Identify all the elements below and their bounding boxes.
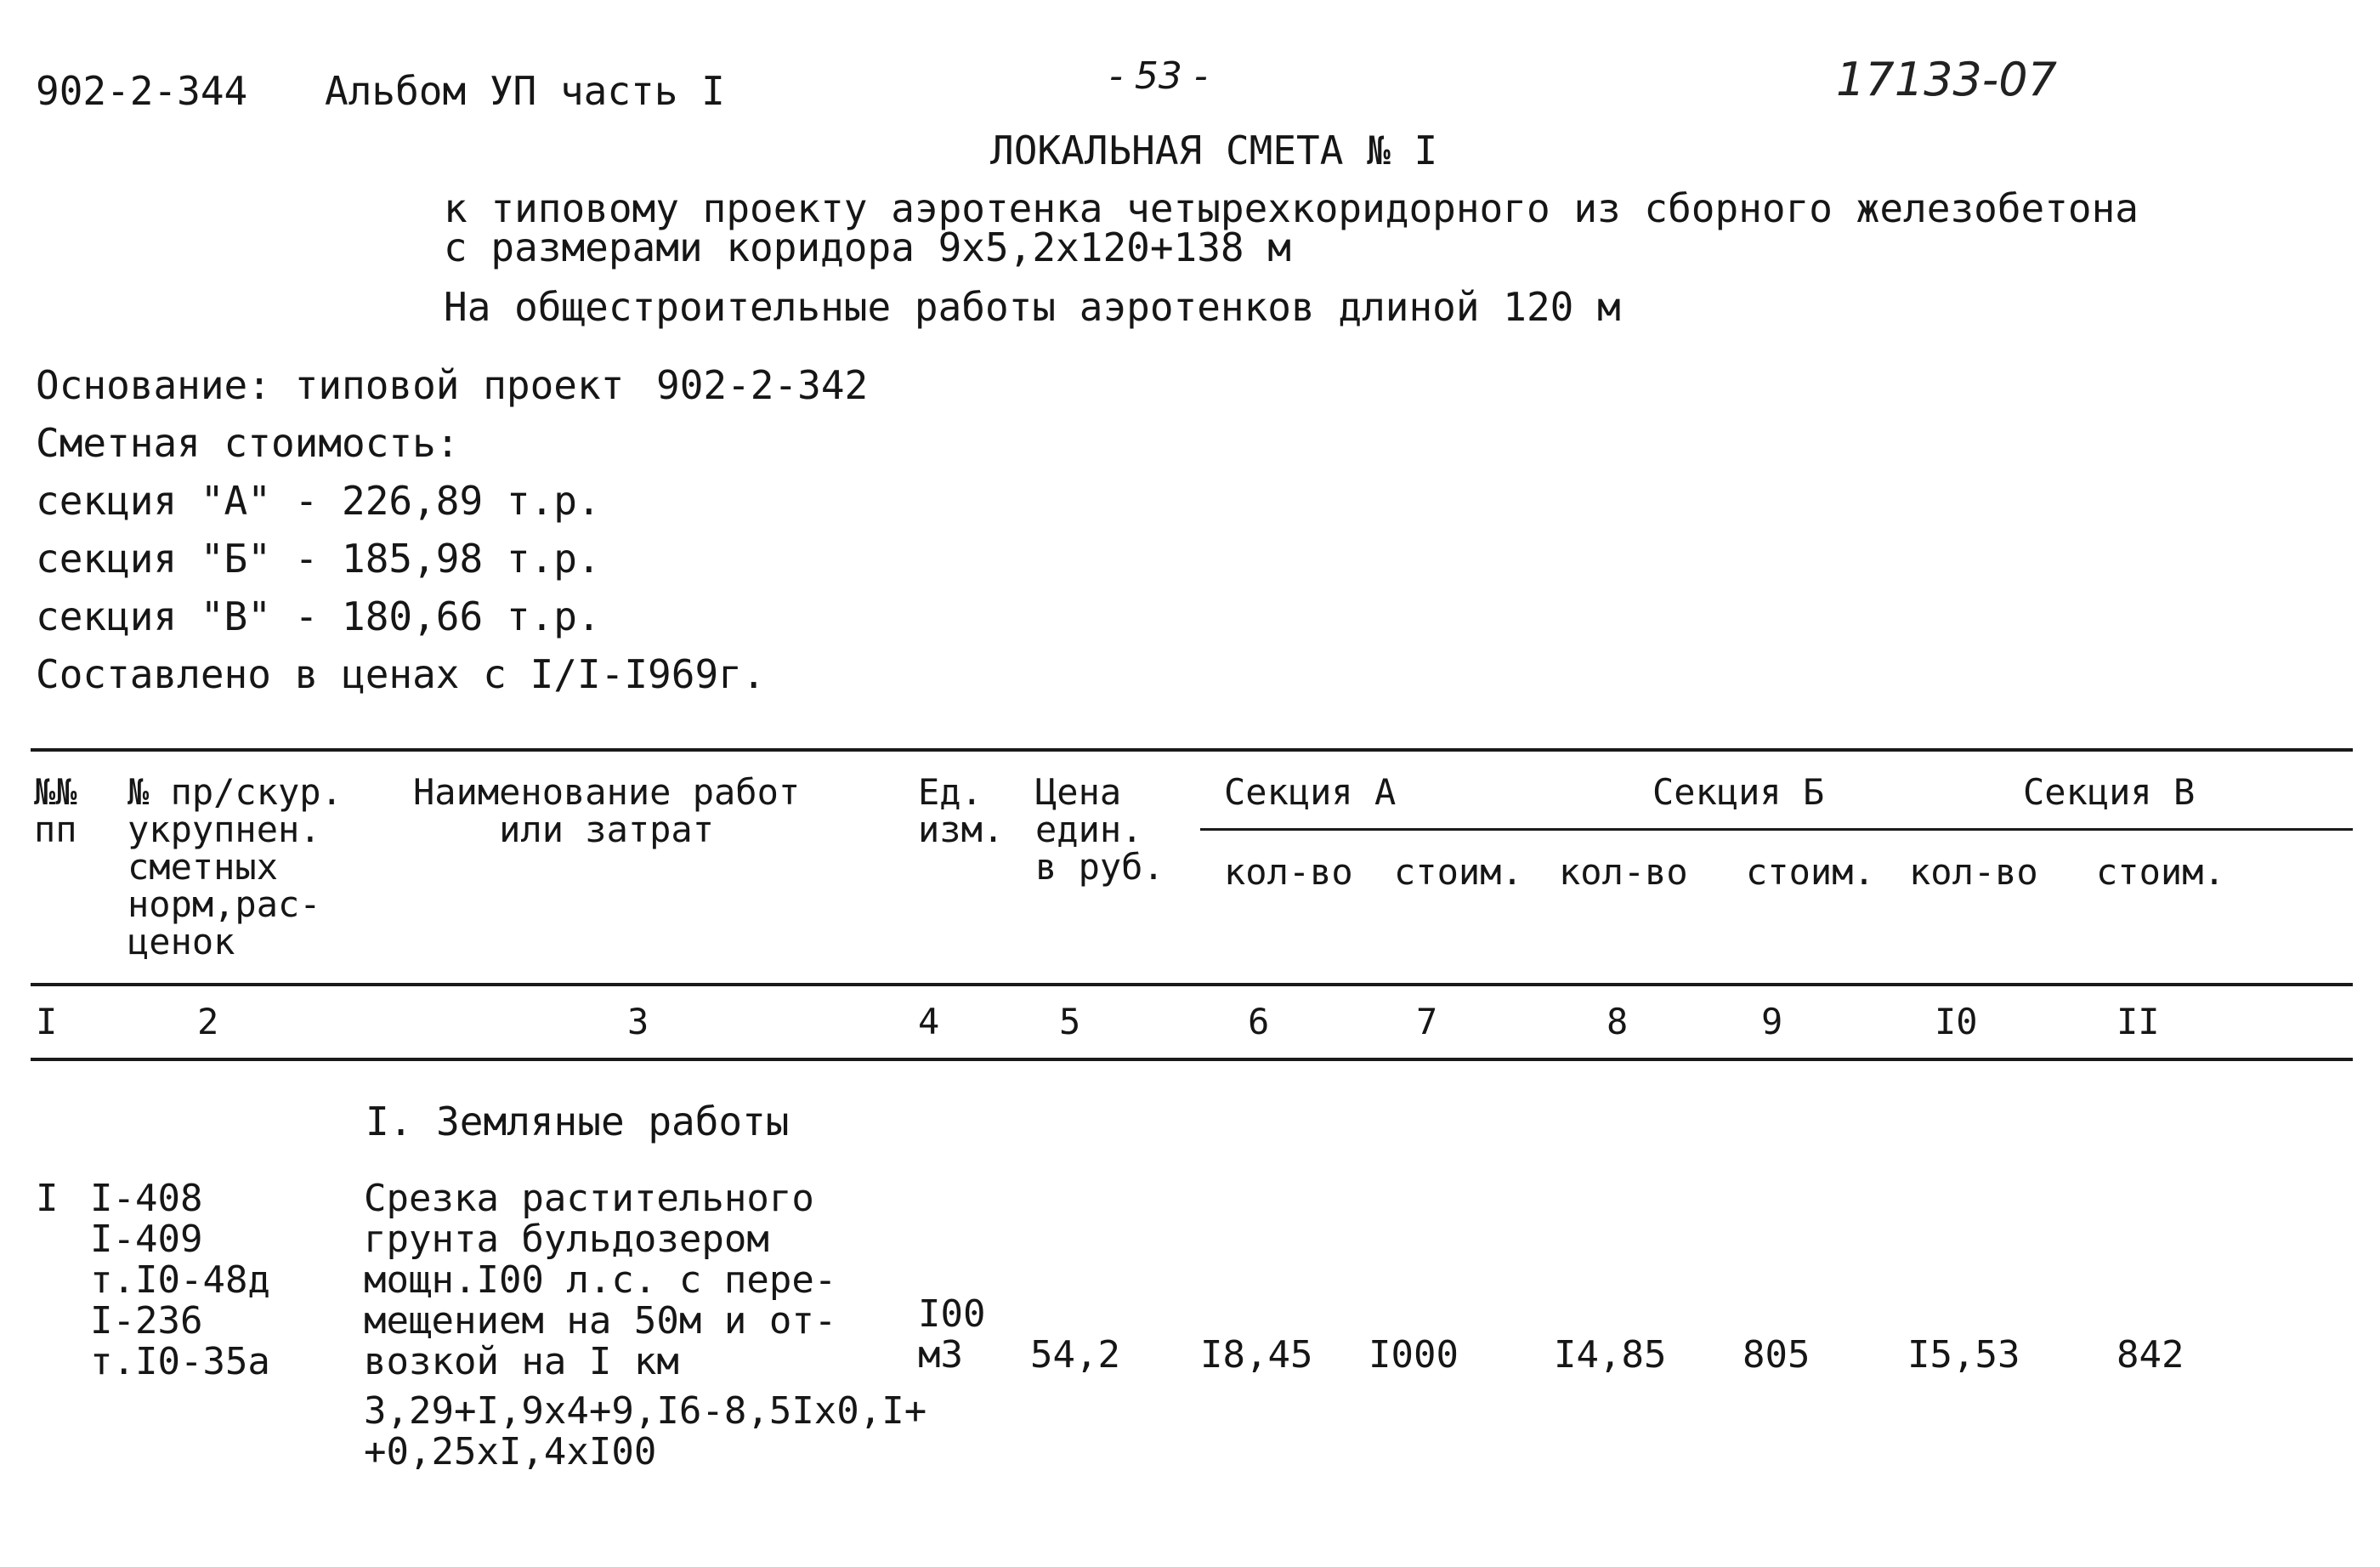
column-number: 9 xyxy=(1761,1001,1783,1042)
header-row-number: №№ пп xyxy=(34,771,77,850)
header-section-a: Секция А xyxy=(1224,771,1397,813)
header-section-v: Секция В xyxy=(2023,771,2196,813)
inventory-number: 17133-07 xyxy=(1836,53,2057,106)
header-cost-b: стоим. xyxy=(1746,851,1875,893)
header-cost-v: стоим. xyxy=(2096,851,2225,893)
row-cost-b: 805 xyxy=(1742,1333,1810,1377)
basis-number: 902-2-342 xyxy=(656,362,869,408)
section-b-cost: секция "Б" - 185,98 т.р. xyxy=(36,536,601,582)
header-work-name: Наименование работ или затрат xyxy=(413,771,801,850)
header-qty-a: кол-во xyxy=(1224,851,1353,893)
row-qty-v: I5,53 xyxy=(1907,1333,2020,1377)
header-unit-price: Цена един. в руб. xyxy=(1035,771,1164,888)
title-line-1: к типовому проекту аэротенка четырехкоридорного из сборного железобетона xyxy=(444,185,2139,231)
row-unit-price: 54,2 xyxy=(1030,1333,1120,1377)
estimate-title: ЛОКАЛЬНАЯ СМЕТА № I xyxy=(990,128,1438,173)
column-number: 5 xyxy=(1059,1001,1081,1042)
title-line-2: с размерами коридора 9х5,2х120+138 м xyxy=(444,224,1291,270)
header-unit: Ед. изм. xyxy=(918,771,1005,850)
section-v-cost: секция "В" - 180,66 т.р. xyxy=(36,593,601,639)
page-number: - 53 - xyxy=(1109,54,1208,98)
header-qty-b: кол-во xyxy=(1559,851,1688,893)
column-number: I xyxy=(36,1001,58,1042)
header-section-b: Секция Б xyxy=(1652,771,1825,813)
row-qty-b: I4,85 xyxy=(1554,1333,1667,1377)
column-number: II xyxy=(2116,1001,2160,1042)
section-header-rule xyxy=(1200,828,2353,831)
row-cost-a: I000 xyxy=(1368,1333,1459,1377)
row-work-name: Срезка растительного грунта бульдозером мощн.I00 л.с. с пере- мещением на 50м и от- возкой на I км xyxy=(364,1177,837,1383)
header-bottom-rule xyxy=(31,983,2353,986)
row-number: I xyxy=(36,1177,59,1220)
table-top-rule xyxy=(31,748,2353,752)
column-number: 8 xyxy=(1606,1001,1629,1042)
cost-label: Сметная стоимость: xyxy=(36,420,460,466)
title-line-3: На общестроительные работы аэротенков длиной 120 м xyxy=(444,284,1621,330)
album-label: Альбом УП часть I xyxy=(325,68,725,114)
row-norm-codes: I-408 I-409 т.I0-48д I-236 т.I0-35а xyxy=(90,1177,270,1383)
basis-label: Основание: типовой проект xyxy=(36,362,625,408)
row-formula: 3,29+I,9х4+9,I6-8,5Iх0,I+ +0,25хI,4хI00 xyxy=(364,1389,927,1473)
doc-number: 902-2-344 xyxy=(36,68,248,114)
row-cost-v: 842 xyxy=(2116,1333,2184,1377)
column-number: 6 xyxy=(1248,1001,1270,1042)
column-number: I0 xyxy=(1935,1001,1978,1042)
prices-date: Составлено в ценах с I/I-I969г. xyxy=(36,651,766,697)
column-number: 4 xyxy=(918,1001,940,1042)
column-number: 7 xyxy=(1416,1001,1438,1042)
header-norm-code: № пр/скур. укрупнен. сметных норм,рас- ценок xyxy=(128,771,343,962)
column-number: 2 xyxy=(197,1001,219,1042)
header-qty-v: кол-во xyxy=(1909,851,2038,893)
section-a-cost: секция "А" - 226,89 т.р. xyxy=(36,478,601,524)
section-title: I. Земляные работы xyxy=(366,1099,790,1144)
column-numbers-rule xyxy=(31,1058,2353,1061)
header-cost-a: стоим. xyxy=(1394,851,1523,893)
row-qty-a: I8,45 xyxy=(1200,1333,1313,1377)
column-number: 3 xyxy=(627,1001,649,1042)
row-unit: I00 м3 xyxy=(918,1292,986,1377)
